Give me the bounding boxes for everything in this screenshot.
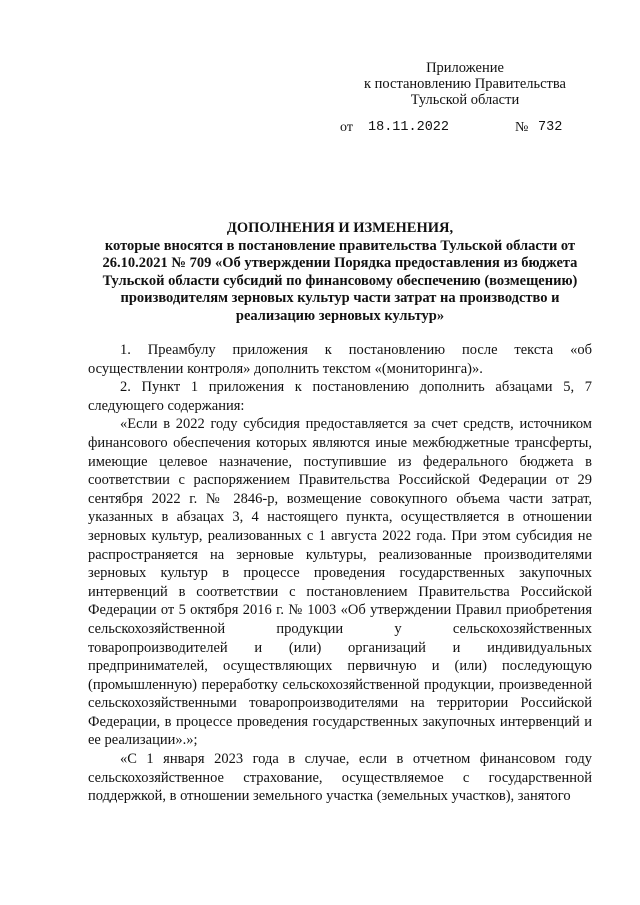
appendix-line-1: Приложение — [426, 60, 504, 76]
document-title — [88, 220, 592, 325]
decree-date: 18.11.2022 — [368, 120, 450, 135]
paragraph-2: 2. Пункт 1 приложения к постановлению дополнить абзацами 5, 7 следующего содержания: — [88, 379, 592, 414]
paragraph-1: 1. Преамбулу приложения к постановлению после текста «об осуществлении контроля» дополнить текстом «(мониторинга)». — [88, 342, 592, 377]
appendix-header — [335, 60, 595, 108]
decree-number: 732 — [538, 120, 563, 135]
paragraph-4: «С 1 января 2023 года в случае, если в отчетном финансовом году сельскохозяйственное страхование, осуществляемое с государственной поддержкой, в отношении земельного участка (земельных участков), занятого — [88, 751, 592, 805]
appendix-line-2: к постановлению Правительства — [364, 76, 566, 92]
decree-number-sign: № — [515, 120, 529, 135]
paragraph-3: «Если в 2022 году субсидия предоставляется за счет средств, источником финансового обеспечения которых являются иные межбюджетные трансферты, имеющие целевое назначение, поступившие из федерального бюджета в соответствии с распоряжением Правительства Российской Федерации от 29 сентября 2022 г. № 2846-р, возмещение совокупного объема части затрат, указанных в абзацах 3, 4 настоящего пункта, осуществляется в отношении зерновых культур, реализованных с 1 августа 2022 года. При этом субсидия не распространяется на зерновые культуры, реализованные производителями зерновых культур в процессе проведения государственных закупочных интервенций в соответствии с постановлением Правительства Российской Федерации от 5 октября 2016 г. № 1003 «Об утверждении Правил приобретения сельскохозяйственной продукции у сельскохозяйственных товаропроизводителей и (или) организаций и индивидуальных предпринимателей, осуществляющих первичную и (или) последующую (промышленную) переработку сельскохозяйственной продукции, произведенной сельскохозяйственными товаропроизводителями на территории Российской Федерации, в процессе проведения государственных закупочных интервенций и ее реализации».»; — [88, 416, 592, 749]
appendix-line-3: Тульской области — [410, 92, 520, 108]
title-heading: ДОПОЛНЕНИЯ И ИЗМЕНЕНИЯ, — [226, 220, 454, 236]
title-subtitle: которые вносятся в постановление правительства Тульской области от 26.10.2021 № 709 «Об утверждении Порядка предоставления из бюджета Тульской области субсидий по финансовому обеспечению (возмещению) производителям зерновых культур части затрат на производство и реализацию зерновых культур» — [102, 237, 578, 324]
document-body — [88, 341, 592, 806]
decree-prefix: от — [340, 120, 353, 135]
